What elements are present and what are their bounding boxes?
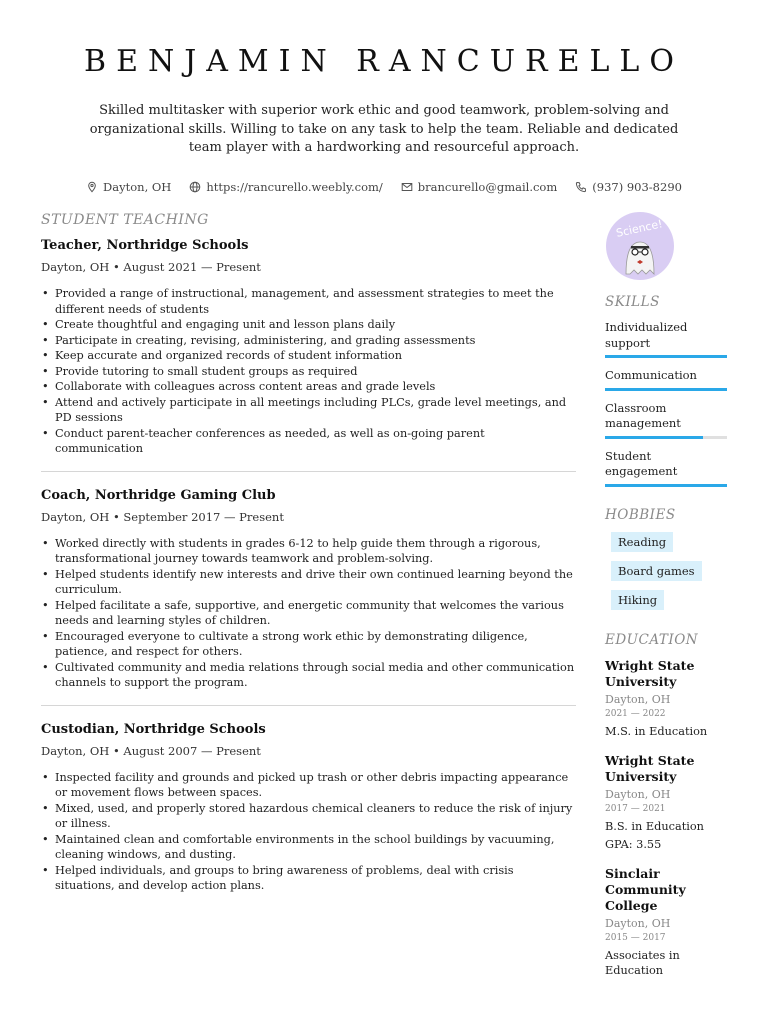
job-bullet: • Conduct parent-teacher conferences as needed, as well as on-going parent communication [41,426,576,457]
skill-label: Communication [605,368,697,382]
job-bullet: • Worked directly with students in grades 6-12 to help guide them through a rigorous, transformational journey towards teamwork and problem-solving. [41,536,576,567]
job-bullets [41,286,576,457]
skill-label: Student engagement [605,448,678,478]
education-years: 2017 — 2021 [605,803,666,814]
skill-item [605,449,727,487]
education-heading: EDUCATION [605,631,699,648]
skill-level-fill [605,484,727,487]
education-degree: Associates in Education [605,948,680,977]
job-bullet: • Helped facilitate a safe, supportive, and energetic community that welcomes the various needs and learning styles of children. [41,598,576,629]
skills-heading: SKILLS [605,294,660,310]
job-bullet: • Mixed, used, and properly stored hazardous chemical cleaners to reduce the risk of injury or illness. [41,801,576,832]
hobby-tag: Board games [611,561,702,581]
hobbies-heading: HOBBIES [605,506,676,523]
job-title: Custodian, Northridge Schools [41,721,266,737]
education-school: Wright State University [605,752,695,784]
job-bullet: • Helped students identify new interests and drive their own continued learning beyond the curriculum. [41,567,576,598]
contact-phone[interactable] [575,180,682,194]
contact-website[interactable] [189,180,382,194]
job-bullet: • Attend and actively participate in all meetings including PLCs, grade level meetings, and PD sessions [41,395,576,426]
contact-bar [0,180,768,194]
location-text: Dayton, OH [103,180,172,194]
job-bullet: • Maintained clean and comfortable environments in the school buildings by vacuuming, cleaning windows, and dusting. [41,832,576,863]
job-meta: Dayton, OH • September 2017 — Present [41,509,284,524]
skill-item [605,320,727,358]
job-bullet: • Collaborate with colleagues across content areas and grade levels [41,379,576,395]
job-bullet: • Keep accurate and organized records of student information [41,348,576,364]
contact-email[interactable] [401,180,557,194]
skill-level-bar [605,355,727,358]
sidebar [605,212,727,978]
job-title: Coach, Northridge Gaming Club [41,487,276,503]
education-school: Wright State University [605,657,695,689]
job-bullet: • Helped individuals, and groups to bring awareness of problems, deal with crisis situations, and develop action plans. [41,863,576,894]
skill-level-bar [605,388,727,391]
education-entry [605,866,727,978]
job-entry [41,238,576,457]
job-meta: Dayton, OH • August 2007 — Present [41,743,261,758]
education-location: Dayton, OH [605,916,671,930]
job-bullets [41,536,576,691]
skill-label: Individualized support [605,320,688,350]
education-location: Dayton, OH [605,692,671,706]
job-bullet: • Provide tutoring to small student groups as required [41,364,576,380]
summary-text: Skilled multitasker with superior work ethic and good teamwork, problem-solving and organizational skills. Willing to take on any task to help the team. Reliable and dedicated team player with a hardworking and resourceful approach. [89,103,679,155]
resume-name: BENJAMIN RANCURELLO [84,44,684,79]
experience-section [41,212,576,894]
avatar [606,212,674,280]
envelope-icon [401,181,413,193]
job-bullet: • Encouraged everyone to cultivate a strong work ethic by demonstrating diligence, patience, and respect for others. [41,629,576,660]
phone-icon [575,181,587,193]
science-ghost-avatar-icon [606,212,674,280]
job-entry [41,722,576,894]
avatar-caption: Science! [614,217,664,240]
skill-item [605,368,727,391]
education-degree: B.S. in Education [605,819,704,833]
email-link[interactable]: brancurello@gmail.com [417,180,558,194]
job-entry [41,488,576,691]
job-bullet: • Inspected facility and grounds and picked up trash or other debris impacting appearance or movement flows between spaces. [41,770,576,801]
skill-item [605,401,727,439]
job-meta: Dayton, OH • August 2021 — Present [41,260,261,274]
education-gpa: GPA: 3.55 [605,837,662,851]
education-entry [605,658,727,739]
education-entry [605,753,727,852]
hobby-tag: Reading [611,532,673,552]
skill-level-fill [605,436,703,439]
location-pin-icon [86,181,98,193]
job-bullet: • Cultivated community and media relations through social media and other communication channels to support the program. [41,660,576,691]
job-bullet: • Provided a range of instructional, management, and assessment strategies to meet the different needs of students [41,286,576,317]
job-title: Teacher, Northridge Schools [41,238,249,253]
education-degree: M.S. in Education [605,724,708,738]
website-link[interactable]: https://rancurello.weebly.com/ [206,180,383,194]
section-divider [41,471,576,472]
skill-level-bar [605,436,727,439]
job-bullet: • Participate in creating, revising, administering, and grading assessments [41,333,576,349]
job-bullet: • Create thoughtful and engaging unit and lesson plans daily [41,317,576,333]
section-divider [41,705,576,706]
skill-label: Classroom management [605,400,681,430]
hobby-tag: Hiking [611,590,664,610]
education-years: 2021 — 2022 [605,708,666,719]
education-years: 2015 — 2017 [605,932,666,943]
experience-heading: STUDENT TEACHING [41,212,209,228]
globe-icon [189,181,201,193]
education-location: Dayton, OH [605,787,671,801]
skill-level-bar [605,484,727,487]
education-school: Sinclair Community College [605,865,686,913]
job-bullets [41,770,576,894]
hobby-list [605,523,727,610]
phone-text[interactable]: (937) 903-8290 [592,180,682,194]
contact-location [86,180,171,194]
skill-level-fill [605,355,727,358]
skill-level-fill [605,388,727,391]
